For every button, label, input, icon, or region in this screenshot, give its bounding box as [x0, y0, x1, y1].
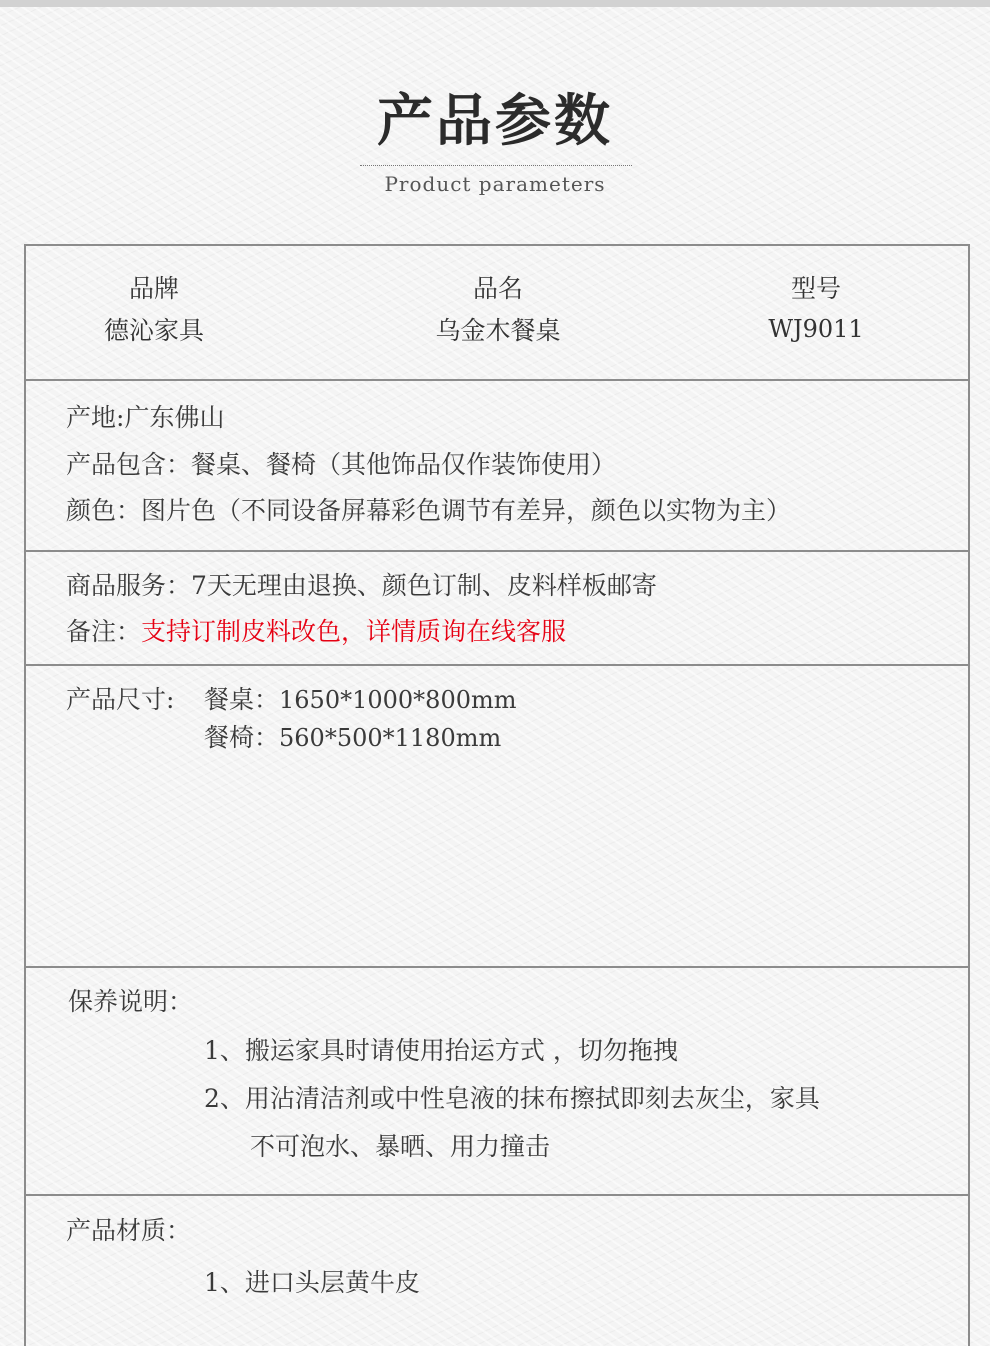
top-bar [0, 0, 990, 7]
material-item-number: 1、 [204, 1268, 245, 1297]
care-item-text: 用沾清洁剂或中性皂液的抹布擦拭即刻去灰尘，家具 [244, 1084, 820, 1113]
color-label: 颜色： [66, 496, 142, 525]
row-divider [26, 966, 968, 968]
size-chair-row [204, 715, 501, 761]
origin-value: 广东佛山 [124, 403, 225, 432]
note-value: 支持订制皮料改色，详情质询在线客服 [141, 617, 567, 646]
includes-value: 餐桌、餐椅（其他饰品仅作装饰使用） [191, 450, 617, 479]
model-label: 型号 [790, 274, 841, 303]
color-row [66, 488, 791, 534]
care-item-number: 1、 [204, 1036, 245, 1065]
color-value: 图片色（不同设备屏幕彩色调节有差异，颜色以实物为主） [141, 496, 792, 525]
params-table [24, 244, 970, 1346]
service-row [66, 563, 657, 609]
service-label: 商品服务： [66, 571, 192, 600]
material-label: 产品材质： [66, 1216, 192, 1245]
title-divider [360, 165, 632, 166]
origin-label: 产地: [66, 403, 125, 432]
care-item [204, 1028, 678, 1074]
brand-label: 品牌 [128, 274, 179, 303]
row-divider [26, 550, 968, 552]
row-divider [26, 1194, 968, 1196]
material-item-text: 进口头层黄牛皮 [244, 1268, 420, 1297]
includes-row [66, 442, 616, 488]
care-label: 保养说明： [68, 987, 194, 1016]
size-table-value: 1650*1000*800mm [279, 686, 517, 714]
row-divider [26, 379, 968, 381]
material-item [204, 1260, 420, 1306]
origin-row [66, 395, 224, 441]
model-value: WJ9011 [768, 315, 864, 343]
page-title: 产品参数 [377, 89, 613, 154]
care-item-text: 搬运家具时请使用抬运方式 ，切勿拖拽 [244, 1036, 678, 1065]
product-name-value: 乌金木餐桌 [435, 316, 561, 345]
care-item [204, 1076, 820, 1122]
note-label: 备注： [66, 617, 142, 646]
care-item-number: 2、 [204, 1084, 245, 1113]
size-label: 产品尺寸: [66, 685, 175, 714]
care-item-continuation: 不可泡水、暴晒、用力撞击 [250, 1132, 551, 1161]
brand-value: 德沁家具 [103, 316, 204, 345]
row-divider [26, 664, 968, 666]
size-chair-label: 餐椅： [204, 723, 280, 752]
product-name-label: 品名 [472, 274, 523, 303]
service-value: 7天无理由退换、颜色订制、皮料样板邮寄 [191, 571, 657, 600]
size-table-label: 餐桌： [204, 685, 280, 714]
page-subtitle: Product parameters [384, 172, 606, 196]
size-chair-value: 560*500*1180mm [279, 724, 502, 752]
includes-label: 产品包含： [66, 450, 192, 479]
note-row [66, 609, 566, 655]
